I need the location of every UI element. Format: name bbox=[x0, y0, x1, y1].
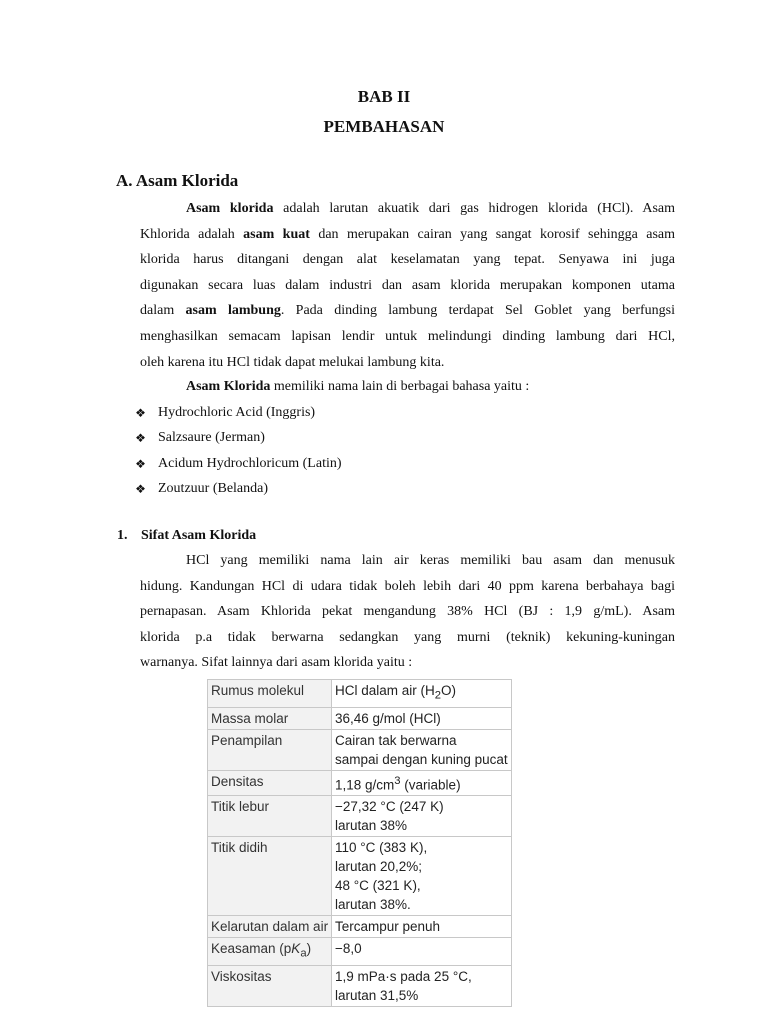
chapter-title: PEMBAHASAN bbox=[323, 117, 445, 136]
value-text: 1,18 g/cm bbox=[335, 777, 395, 793]
paragraph-line bbox=[140, 247, 675, 273]
value-text: (variable) bbox=[400, 777, 461, 793]
intro-paragraph bbox=[140, 196, 675, 375]
property-label: Penampilan bbox=[208, 729, 332, 770]
table-row bbox=[208, 729, 512, 770]
value-text: O) bbox=[441, 683, 457, 698]
paragraph-line bbox=[140, 273, 675, 299]
property-value: Tercampur penuh bbox=[332, 916, 512, 938]
table-row bbox=[208, 938, 512, 966]
line-text: digunakan secara luas dalam industri dan asam klorida merupakan komponen utama bbox=[140, 277, 675, 293]
paragraph-line bbox=[140, 196, 675, 222]
line-text: hidung. Kandungan HCl di udara tidak boleh lebih dari 40 ppm karena berbahaya bagi bbox=[140, 578, 675, 594]
list-item-text: Zoutzuur (Belanda) bbox=[158, 481, 269, 497]
property-label: Massa molar bbox=[208, 707, 332, 729]
subsection-title: Sifat Asam Klorida bbox=[141, 528, 257, 543]
section-heading: A. Asam Klorida bbox=[116, 171, 239, 190]
subsection-number: 1. bbox=[117, 528, 128, 543]
paragraph-line bbox=[140, 374, 675, 400]
table-row bbox=[208, 680, 512, 708]
paragraph-line bbox=[140, 548, 675, 574]
property-value: −8,0 bbox=[332, 938, 512, 966]
value-text: HCl dalam air (H bbox=[335, 683, 435, 698]
property-value: Cairan tak berwarna sampai dengan kuning pucat bbox=[332, 729, 512, 770]
chapter-number: BAB II bbox=[357, 87, 411, 106]
bold-term: Asam klorida bbox=[186, 201, 274, 216]
value-subscript: 2 bbox=[434, 689, 442, 702]
label-text: ) bbox=[306, 941, 312, 957]
value-superscript: 3 bbox=[394, 774, 401, 787]
list-item-text: Acidum Hydrochloricum (Latin) bbox=[158, 455, 342, 471]
property-value: 36,46 g/mol (HCl) bbox=[332, 707, 512, 729]
property-value: −27,32 °C (247 K) larutan 38% bbox=[332, 796, 512, 837]
line-text: adalah larutan akuatik dari gas hidrogen klorida (HCl). Asam bbox=[273, 201, 675, 216]
bold-term: asam kuat bbox=[243, 226, 310, 242]
line-text: dan merupakan cairan yang sangat korosif sehingga asam bbox=[309, 226, 675, 242]
property-label: Kelarutan dalam air bbox=[208, 916, 332, 938]
line-text: oleh karena itu HCl tidak dapat melukai lambung kita. bbox=[140, 354, 445, 370]
property-label: Titik didih bbox=[208, 837, 332, 916]
line-text: dalam bbox=[140, 303, 186, 319]
line-text: menghasilkan semacam lapisan lendir untuk melindungi dinding lambung dari HCl, bbox=[140, 328, 675, 344]
property-value: 1,9 mPa·s pada 25 °C, larutan 31,5% bbox=[332, 965, 512, 1006]
table-row bbox=[208, 837, 512, 916]
list-item bbox=[134, 426, 342, 452]
other-names-intro bbox=[140, 374, 675, 400]
other-names-list bbox=[134, 400, 342, 502]
paragraph-line bbox=[140, 625, 675, 651]
diamond-bullet-icon: ❖ bbox=[135, 456, 146, 471]
property-label: Rumus molekul bbox=[208, 680, 332, 708]
property-value bbox=[332, 770, 512, 796]
property-value: 110 °C (383 K), larutan 20,2%; 48 °C (321 K), larutan 38%. bbox=[332, 837, 512, 916]
table-row bbox=[208, 916, 512, 938]
line-text: pernapasan. Asam Khlorida pekat mengandung 38% HCl (BJ : 1,9 g/mL). Asam bbox=[140, 604, 675, 620]
paragraph-line bbox=[140, 298, 675, 324]
table-row bbox=[208, 796, 512, 837]
line-text: Khlorida adalah bbox=[140, 226, 244, 242]
table-row bbox=[208, 770, 512, 796]
line-text: . Pada dinding lambung terdapat Sel Goblet yang berfungsi bbox=[280, 303, 676, 319]
label-subscript: a bbox=[300, 947, 307, 960]
paragraph-line bbox=[140, 599, 675, 625]
property-label: Viskositas bbox=[208, 965, 332, 1006]
paragraph-line bbox=[140, 350, 675, 376]
table-row bbox=[208, 965, 512, 1006]
property-label: Densitas bbox=[208, 770, 332, 796]
label-text: Keasaman (p bbox=[211, 941, 292, 957]
list-item bbox=[134, 400, 342, 426]
list-item bbox=[134, 477, 342, 503]
bold-term: asam lambung bbox=[185, 303, 281, 319]
paragraph-line bbox=[140, 574, 675, 600]
list-item-text: Salzsaure (Jerman) bbox=[158, 430, 265, 446]
list-item-text: Hydrochloric Acid (Inggris) bbox=[158, 404, 316, 420]
line-text: klorida p.a tidak berwarna sedangkan yang murni (teknik) kekuning-kuningan bbox=[140, 629, 675, 645]
diamond-bullet-icon: ❖ bbox=[135, 482, 146, 497]
label-italic: K bbox=[291, 941, 301, 957]
properties-table bbox=[207, 679, 512, 1007]
line-text: memiliki nama lain di berbagai bahasa yaitu : bbox=[270, 379, 530, 394]
paragraph-line bbox=[140, 650, 675, 676]
line-text: klorida harus ditangani dengan alat keselamatan yang tepat. Senyawa ini juga bbox=[140, 252, 675, 268]
properties-paragraph bbox=[140, 548, 675, 676]
property-value bbox=[332, 680, 512, 708]
diamond-bullet-icon: ❖ bbox=[135, 405, 146, 420]
table-row bbox=[208, 707, 512, 729]
property-label: Titik lebur bbox=[208, 796, 332, 837]
property-label bbox=[208, 938, 332, 966]
subsection-heading bbox=[117, 528, 256, 544]
line-text: warnanya. Sifat lainnya dari asam klorida yaitu : bbox=[140, 655, 413, 671]
paragraph-line bbox=[140, 324, 675, 350]
line-text: HCl yang memiliki nama lain air keras memiliki bau asam dan menusuk bbox=[186, 553, 675, 568]
bold-term: Asam Klorida bbox=[186, 379, 271, 394]
list-item bbox=[134, 451, 342, 477]
diamond-bullet-icon: ❖ bbox=[135, 431, 146, 446]
paragraph-line bbox=[140, 222, 675, 248]
